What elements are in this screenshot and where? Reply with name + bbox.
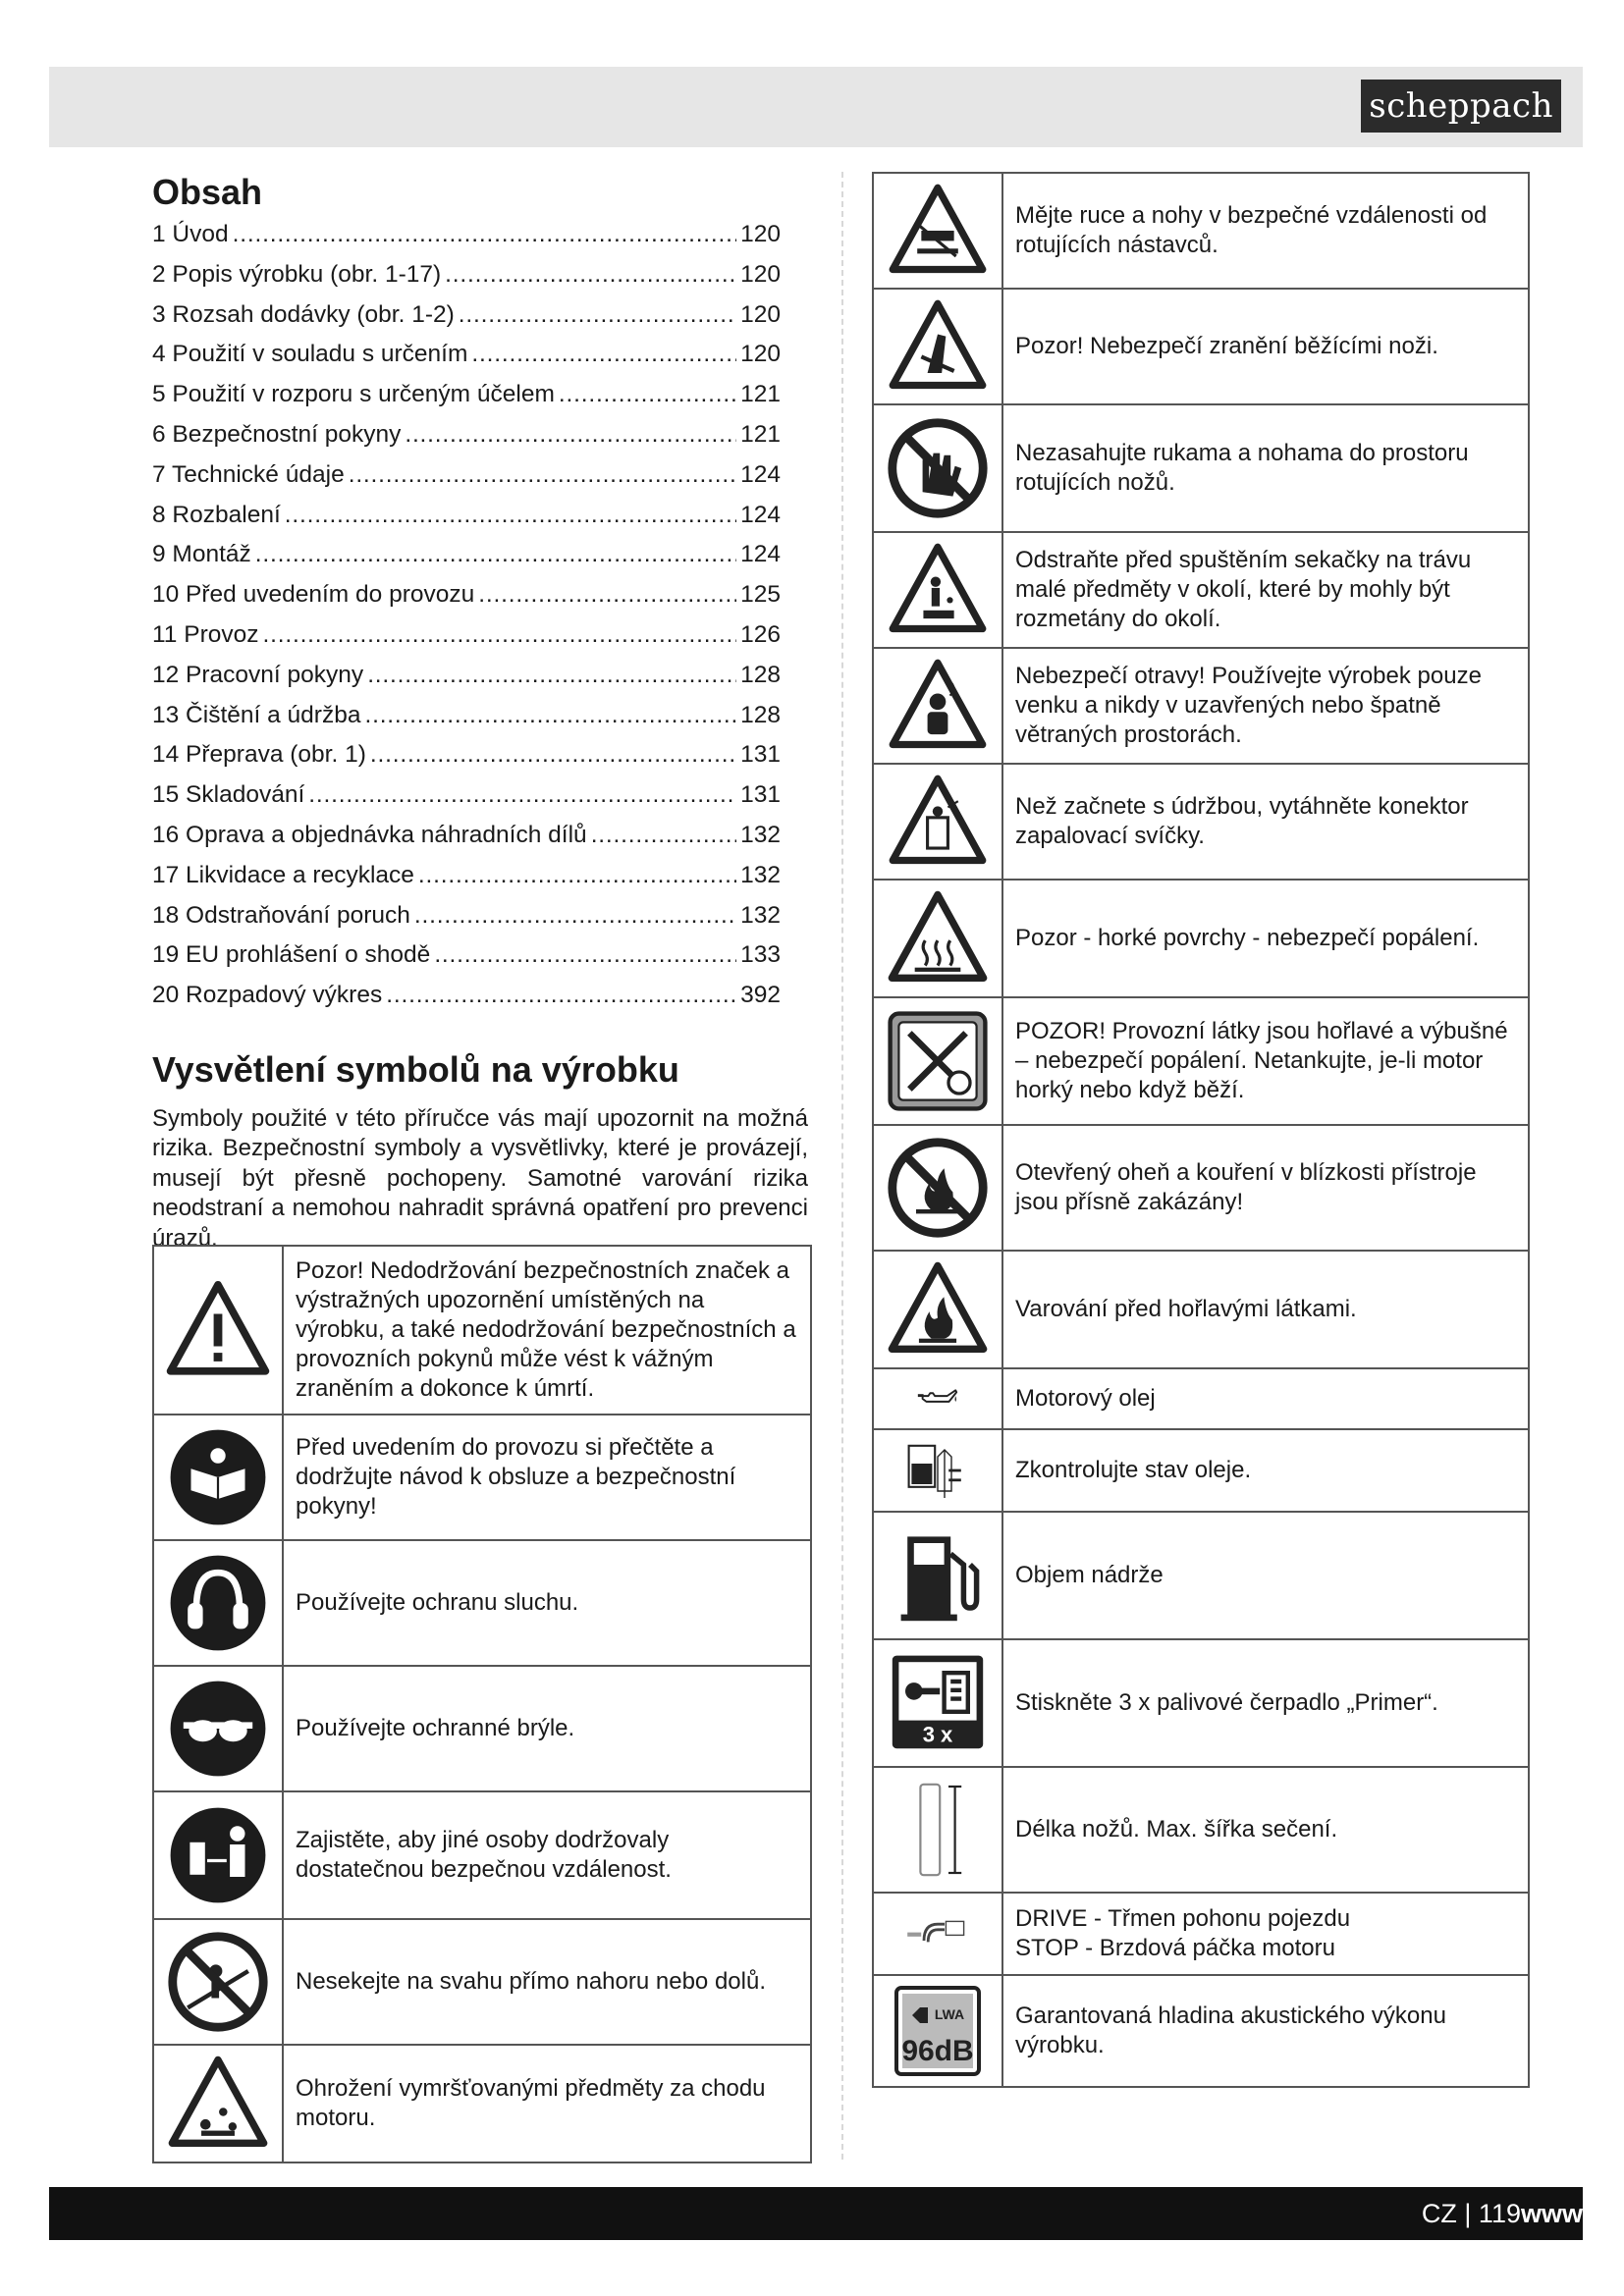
symbol-row <box>873 1767 1529 1893</box>
symbol-description: Mějte ruce a nohy v bezpečné vzdálenosti od rotujících nástavců. <box>1002 173 1529 289</box>
symbol-description: Nesekejte na svahu přímo nahoru nebo dolů. <box>283 1919 811 2045</box>
toc-item-title: 18 Odstraňování poruch <box>152 901 410 929</box>
toc-item-page: 120 <box>740 300 781 328</box>
toc-item-title: 13 Čištění a údržba <box>152 701 361 728</box>
warning-exclamation-icon <box>164 1276 272 1384</box>
symbol-icon-cell <box>153 1919 283 2045</box>
drive-stop-icon <box>903 1899 972 1968</box>
symbol-description: Pozor! Nedodržování bezpečnostních značek a výstražných upozornění umístěných na výrobku, a také nedodržování bezpečnostních a provozních pokynů může vést k vážným zraněním a dokonce k úmrtí. <box>283 1246 811 1415</box>
db-value: 96dB <box>901 2035 974 2067</box>
symbol-row <box>153 2045 811 2163</box>
symbol-row <box>873 1251 1529 1368</box>
oil-can-icon <box>914 1375 961 1422</box>
toc-item <box>152 702 781 742</box>
symbol-icon-cell <box>873 1251 1002 1368</box>
symbol-row <box>873 1639 1529 1767</box>
toc-item-title: 9 Montáž <box>152 541 251 568</box>
symbol-icon-cell <box>873 1639 1002 1767</box>
symbol-row <box>873 1512 1529 1639</box>
toc-leader-dots <box>405 421 736 449</box>
toc-item-title: 3 Rozsah dodávky (obr. 1-2) <box>152 300 455 328</box>
toc-item-page: 124 <box>740 541 781 568</box>
read-manual-icon <box>164 1423 272 1531</box>
toc-item-page: 124 <box>740 501 781 528</box>
toc-item-page: 124 <box>740 460 781 488</box>
symbol-description: Nezasahujte rukama a nohama do prostoru rotujících nožů. <box>1002 404 1529 532</box>
symbol-row <box>153 1919 811 2045</box>
symbol-description: Než začnete s údržbou, vytáhněte konektor zapalovací svíčky. <box>1002 764 1529 880</box>
toc-leader-dots <box>386 982 736 1009</box>
symbol-description: Nebezpečí otravy! Používejte výrobek pouze venku a nikdy v uzavřených nebo špatně větraných prostorách. <box>1002 648 1529 764</box>
symbol-description: Odstraňte před spuštěním sekačky na trávu malé předměty v okolí, které by mohly být rozmetány do okolí. <box>1002 532 1529 648</box>
toc-item <box>152 902 781 942</box>
toc-leader-dots <box>471 341 736 368</box>
toc-leader-dots <box>349 461 736 489</box>
toc-item-page: 120 <box>740 260 781 288</box>
symbol-icon-cell <box>873 1893 1002 1975</box>
toc-item-page: 128 <box>740 661 781 688</box>
symbols-title: Vysvětlení symbolů na výrobku <box>152 1048 679 1090</box>
symbol-description: Otevřený oheň a kouření v blízkosti přístroje jsou přísně zakázány! <box>1002 1125 1529 1251</box>
right-symbol-table <box>872 172 1530 2088</box>
symbol-icon-cell <box>153 1246 283 1415</box>
symbol-icon-cell <box>873 289 1002 404</box>
toc-item <box>152 741 781 781</box>
symbol-row <box>153 1540 811 1666</box>
blade-length-icon <box>884 1776 992 1884</box>
toc-item-title: 14 Přeprava (obr. 1) <box>152 741 366 769</box>
footer-suffix: www <box>1520 2199 1583 2228</box>
toc-item-page: 132 <box>740 901 781 929</box>
toc-item-title: 6 Bezpečnostní pokyny <box>152 420 402 448</box>
hot-surface-icon <box>886 886 990 990</box>
toc-leader-dots <box>255 541 736 568</box>
toc-title: Obsah <box>152 172 263 212</box>
toc-leader-dots <box>459 301 736 329</box>
symbol-row <box>873 1429 1529 1512</box>
toc-item-title: 20 Rozpadový výkres <box>152 982 383 1009</box>
symbol-icon-cell <box>153 1791 283 1919</box>
no-hands-icon <box>884 414 992 522</box>
symbol-icon-cell <box>153 1415 283 1540</box>
symbol-description: Používejte ochranné brýle. <box>283 1666 811 1791</box>
remove-objects-icon <box>887 539 989 641</box>
symbol-description: Používejte ochranu sluchu. <box>283 1540 811 1666</box>
brand-logo: scheppach <box>1361 80 1561 133</box>
footer-page-number <box>1422 2187 1583 2240</box>
toc-item-title: 15 Skladování <box>152 781 305 809</box>
symbol-icon-cell <box>873 404 1002 532</box>
toc-item <box>152 941 781 982</box>
toc-item-page: 126 <box>740 620 781 648</box>
symbol-row <box>873 289 1529 404</box>
toc-item <box>152 461 781 502</box>
toc-item-title: 16 Oprava a objednávka náhradních dílů <box>152 821 587 848</box>
primer-icon <box>884 1649 992 1757</box>
symbol-icon-cell <box>873 1125 1002 1251</box>
toc-item-page: 131 <box>740 741 781 769</box>
ear-protection-icon <box>164 1549 272 1657</box>
left-symbol-table <box>152 1245 812 2163</box>
toc-item-page: 128 <box>740 701 781 728</box>
symbol-icon-cell <box>873 1512 1002 1639</box>
symbol-row <box>873 404 1529 532</box>
symbol-description: Varování před hořlavými látkami. <box>1002 1251 1529 1368</box>
fuel-pump-icon <box>884 1522 992 1629</box>
oil-level-icon <box>903 1436 972 1505</box>
rotating-blade-feet-icon <box>887 180 989 282</box>
symbol-description: Před uvedením do provozu si přečtěte a dodržujte návod k obsluze a bezpečnostní pokyny! <box>283 1415 811 1540</box>
toc-item <box>152 822 781 862</box>
toc-leader-dots <box>559 381 736 408</box>
toc-item <box>152 221 781 261</box>
symbol-icon-cell <box>873 1429 1002 1512</box>
toc-item-page: 120 <box>740 221 781 247</box>
toc-leader-dots <box>367 662 736 689</box>
toc-leader-dots <box>285 502 736 529</box>
toc-item-title: 7 Technické údaje <box>152 460 345 488</box>
no-slope-mowing-icon <box>164 1928 272 2036</box>
symbol-icon-cell <box>153 1666 283 1791</box>
symbol-row <box>873 880 1529 997</box>
symbol-icon-cell <box>873 880 1002 997</box>
toc-leader-dots <box>308 781 736 809</box>
symbol-description: Zajistěte, aby jiné osoby dodržovaly dostatečnou bezpečnou vzdálenost. <box>283 1791 811 1919</box>
symbol-description: Stiskněte 3 x palivové čerpadlo „Primer“. <box>1002 1639 1529 1767</box>
symbol-row <box>873 997 1529 1125</box>
spark-plug-icon <box>887 771 989 873</box>
toc-item <box>152 662 781 702</box>
symbol-row <box>873 648 1529 764</box>
symbol-icon-cell <box>873 1767 1002 1893</box>
toc-item <box>152 541 781 581</box>
symbol-row <box>873 1125 1529 1251</box>
toc-item-title: 1 Úvod <box>152 221 229 247</box>
lwa-label: LWA <box>934 2006 965 2022</box>
symbol-row <box>153 1666 811 1791</box>
no-fire-icon <box>884 1134 992 1242</box>
symbol-icon-cell <box>873 648 1002 764</box>
symbol-row <box>873 764 1529 880</box>
thrown-objects-icon <box>166 2052 270 2156</box>
toc-item-page: 132 <box>740 821 781 848</box>
symbol-row <box>153 1415 811 1540</box>
toc-item-page: 133 <box>740 941 781 969</box>
footer-band <box>49 2187 1583 2240</box>
toc-item-page: 132 <box>740 861 781 888</box>
symbol-icon-cell <box>153 2045 283 2163</box>
toc-item <box>152 421 781 461</box>
toc-item <box>152 341 781 381</box>
symbol-description: Zkontrolujte stav oleje. <box>1002 1429 1529 1512</box>
symbol-description: Ohrožení vymršťovanými předměty za chodu motoru. <box>283 2045 811 2163</box>
toc-leader-dots <box>414 902 736 930</box>
toc-item <box>152 381 781 421</box>
toc-item <box>152 261 781 301</box>
toc-item-page: 121 <box>740 420 781 448</box>
toc-item-title: 4 Použití v souladu s určením <box>152 341 468 368</box>
symbol-icon-cell <box>873 532 1002 648</box>
symbol-description: POZOR! Provozní látky jsou hořlavé a výbušné – nebezpečí popálení. Netankujte, je-li motor horký nebo když běží. <box>1002 997 1529 1125</box>
toc-item <box>152 621 781 662</box>
no-refuel-icon <box>884 1007 992 1115</box>
toc-list <box>152 221 830 1022</box>
toc-leader-dots <box>364 702 736 729</box>
symbol-row <box>873 1975 1529 2087</box>
toc-leader-dots <box>478 581 736 609</box>
toc-item <box>152 301 781 342</box>
symbol-icon-cell <box>873 1368 1002 1429</box>
toc-item-title: 10 Před uvedením do provozu <box>152 581 475 609</box>
symbols-intro: Symboly použité v této příručce vás mají upozornit na možná rizika. Bezpečnostní symboly a vysvětlivky, které je provázejí, musejí být přesně pochopeny. Samotné varování rizika neodstraní a nemohou nahradit správná opatření pro prevenci úrazů. <box>152 1104 808 1252</box>
symbol-row <box>153 1791 811 1919</box>
symbol-description: Motorový olej <box>1002 1368 1529 1429</box>
symbol-description: DRIVE - Třmen pohonu pojezdu STOP - Brzdová páčka motoru <box>1002 1893 1529 1975</box>
symbol-row <box>153 1246 811 1415</box>
toxic-fumes-icon <box>887 655 989 757</box>
eye-protection-icon <box>164 1675 272 1783</box>
column-divider <box>841 172 843 2160</box>
symbol-description: Garantovaná hladina akustického výkonu výrobku. <box>1002 1975 1529 2087</box>
symbol-description: Objem nádrže <box>1002 1512 1529 1639</box>
toc-leader-dots <box>445 261 736 289</box>
toc-item-page: 121 <box>740 381 781 408</box>
symbol-icon-cell <box>873 173 1002 289</box>
toc-leader-dots <box>418 862 736 889</box>
toc-leader-dots <box>591 822 736 849</box>
toc-item-page: 392 <box>740 982 781 1009</box>
safe-distance-icon <box>164 1801 272 1909</box>
toc-item-title: 17 Likvidace a recyklace <box>152 861 414 888</box>
flammable-icon <box>886 1257 990 1362</box>
toc-item <box>152 781 781 822</box>
sound-power-icon <box>889 1982 987 2080</box>
symbol-description: Pozor! Nebezpečí zranění běžícími noži. <box>1002 289 1529 404</box>
toc-item <box>152 982 781 1022</box>
symbol-icon-cell <box>153 1540 283 1666</box>
symbol-row <box>873 532 1529 648</box>
toc-item <box>152 502 781 542</box>
toc-item-title: 11 Provoz <box>152 620 259 648</box>
toc-item-page: 131 <box>740 781 781 809</box>
toc-item-title: 19 EU prohlášení o shodě <box>152 941 431 969</box>
toc-leader-dots <box>434 941 736 969</box>
symbol-description: Pozor - horké povrchy - nebezpečí popálení. <box>1002 880 1529 997</box>
toc-leader-dots <box>263 621 737 649</box>
toc-leader-dots <box>370 741 736 769</box>
toc-item-title: 2 Popis výrobku (obr. 1-17) <box>152 260 442 288</box>
symbol-description: Délka nožů. Max. šířka sečení. <box>1002 1767 1529 1893</box>
primer-badge: 3 x <box>922 1722 953 1747</box>
blade-hand-injury-icon <box>887 295 989 398</box>
toc-item <box>152 862 781 902</box>
page-label: CZ | 119 <box>1421 2199 1521 2228</box>
left-column <box>152 172 830 1254</box>
toc-item-page: 125 <box>740 581 781 609</box>
symbol-icon-cell <box>873 1975 1002 2087</box>
toc-leader-dots <box>233 221 736 248</box>
symbol-row <box>873 1368 1529 1429</box>
toc-item-title: 8 Rozbalení <box>152 501 281 528</box>
symbol-row <box>873 173 1529 289</box>
toc-item <box>152 581 781 621</box>
symbol-icon-cell <box>873 997 1002 1125</box>
toc-item-title: 5 Použití v rozporu s určeným účelem <box>152 381 555 408</box>
symbol-row <box>873 1893 1529 1975</box>
toc-item-title: 12 Pracovní pokyny <box>152 661 364 688</box>
symbol-icon-cell <box>873 764 1002 880</box>
header-band <box>49 67 1583 147</box>
toc-item-page: 120 <box>740 341 781 368</box>
